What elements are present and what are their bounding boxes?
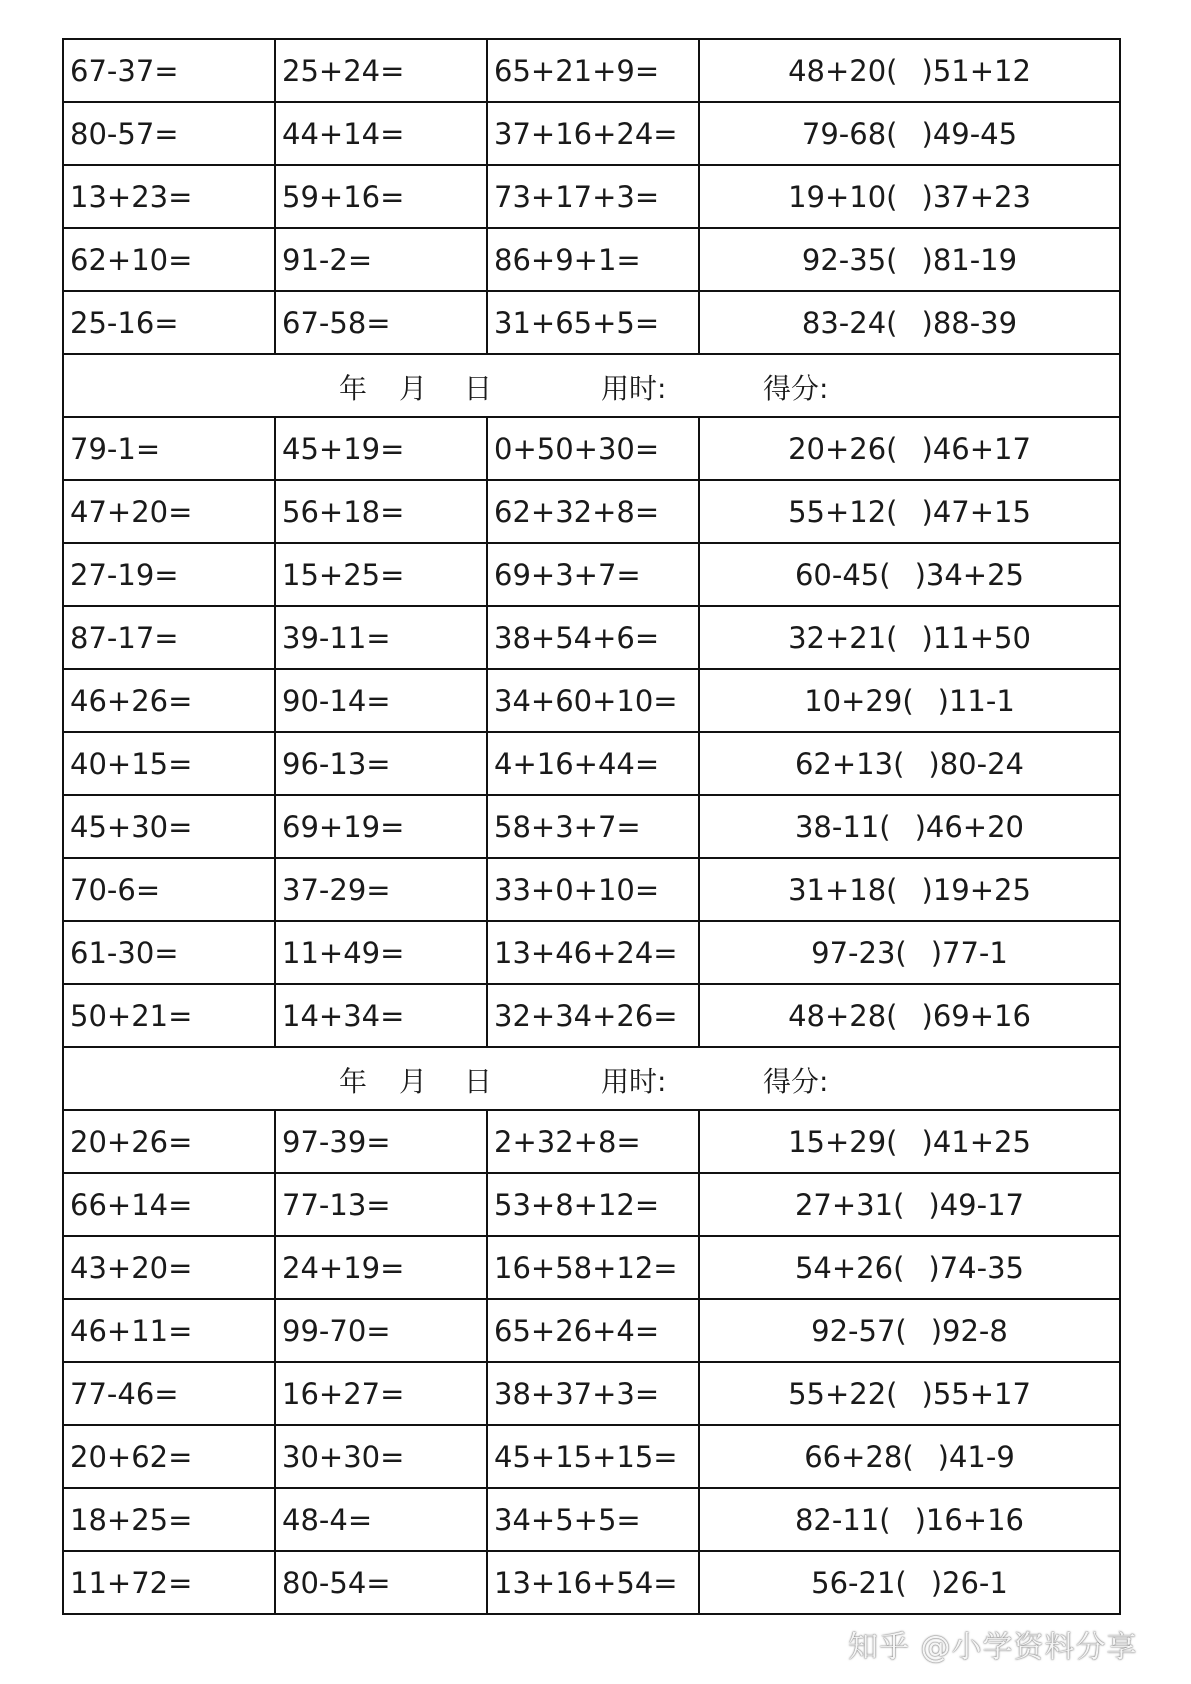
problem-cell: 48-4=	[275, 1488, 487, 1551]
date-time-score-row	[63, 1047, 1120, 1110]
comparison-cell	[699, 1110, 1120, 1173]
problem-row	[63, 984, 1120, 1047]
header-label-day: 日	[464, 372, 493, 405]
problem-row	[63, 606, 1120, 669]
comparison-left: 20+26(	[788, 431, 898, 466]
problem-row	[63, 1110, 1120, 1173]
problem-row	[63, 1425, 1120, 1488]
comparison-right: )88-39	[921, 305, 1018, 340]
comparison-cell	[699, 732, 1120, 795]
problem-cell: 50+21=	[63, 984, 275, 1047]
comparison-left: 27+31(	[794, 1187, 905, 1222]
comparison-cell	[699, 921, 1120, 984]
comparison-left: 55+22(	[788, 1376, 898, 1411]
comparison-cell	[699, 1299, 1120, 1362]
problem-cell: 13+46+24=	[487, 921, 699, 984]
header-label-year: 年	[339, 372, 368, 405]
comparison-right: )47+15	[921, 494, 1031, 529]
comparison-cell	[699, 165, 1120, 228]
problem-cell: 30+30=	[275, 1425, 487, 1488]
problem-cell: 61-30=	[63, 921, 275, 984]
problem-cell: 62+10=	[63, 228, 275, 291]
comparison-left: 92-57(	[811, 1313, 907, 1348]
comparison-right: )19+25	[921, 872, 1031, 907]
comparison-cell	[699, 417, 1120, 480]
problem-row	[63, 228, 1120, 291]
header-label-score: 得分:	[763, 372, 829, 405]
problem-row	[63, 1299, 1120, 1362]
problem-cell: 99-70=	[275, 1299, 487, 1362]
problem-cell: 45+30=	[63, 795, 275, 858]
problem-cell: 40+15=	[63, 732, 275, 795]
watermark: 知乎 @小学资料分享	[848, 1630, 1138, 1665]
comparison-left: 19+10(	[788, 179, 898, 214]
problem-cell: 20+26=	[63, 1110, 275, 1173]
comparison-right: )77-1	[930, 935, 1008, 970]
problem-cell: 34+5+5=	[487, 1488, 699, 1551]
problem-cell: 38+54+6=	[487, 606, 699, 669]
comparison-right: )41+25	[921, 1124, 1031, 1159]
comparison-right: )37+23	[921, 179, 1031, 214]
problem-cell: 90-14=	[275, 669, 487, 732]
comparison-right: )80-24	[928, 746, 1024, 781]
problem-cell: 44+14=	[275, 102, 487, 165]
comparison-cell	[699, 984, 1120, 1047]
comparison-right: )11+50	[921, 620, 1031, 655]
comparison-cell	[699, 795, 1120, 858]
problem-cell: 25-16=	[63, 291, 275, 354]
problem-cell: 31+65+5=	[487, 291, 699, 354]
problem-row	[63, 669, 1120, 732]
problem-cell: 27-19=	[63, 543, 275, 606]
header-label-year: 年	[339, 1065, 368, 1098]
problem-cell: 59+16=	[275, 165, 487, 228]
problem-row	[63, 417, 1120, 480]
problem-cell: 4+16+44=	[487, 732, 699, 795]
comparison-right: )16+16	[914, 1502, 1024, 1537]
problem-cell: 96-13=	[275, 732, 487, 795]
comparison-cell	[699, 228, 1120, 291]
comparison-cell	[699, 1488, 1120, 1551]
comparison-cell	[699, 606, 1120, 669]
problem-row	[63, 1362, 1120, 1425]
problem-cell: 58+3+7=	[487, 795, 699, 858]
comparison-cell	[699, 1236, 1120, 1299]
problem-cell: 11+72=	[63, 1551, 275, 1614]
comparison-cell	[699, 39, 1120, 102]
problem-cell: 46+11=	[63, 1299, 275, 1362]
comparison-right: )46+17	[921, 431, 1031, 466]
problem-cell: 34+60+10=	[487, 669, 699, 732]
problem-cell: 0+50+30=	[487, 417, 699, 480]
problem-cell: 38+37+3=	[487, 1362, 699, 1425]
comparison-cell	[699, 1362, 1120, 1425]
date-time-score-row	[63, 354, 1120, 417]
problem-row	[63, 1488, 1120, 1551]
comparison-right: )49-45	[921, 116, 1018, 151]
comparison-left: 54+26(	[794, 1250, 905, 1285]
problem-cell: 70-6=	[63, 858, 275, 921]
problem-row	[63, 39, 1120, 102]
problem-cell: 43+20=	[63, 1236, 275, 1299]
problem-row	[63, 795, 1120, 858]
comparison-cell	[699, 669, 1120, 732]
comparison-right: )74-35	[928, 1250, 1024, 1285]
problem-cell: 47+20=	[63, 480, 275, 543]
comparison-right: )55+17	[921, 1376, 1031, 1411]
problem-row	[63, 1551, 1120, 1614]
problem-cell: 45+15+15=	[487, 1425, 699, 1488]
problem-row	[63, 858, 1120, 921]
problem-cell: 91-2=	[275, 228, 487, 291]
comparison-right: )46+20	[914, 809, 1024, 844]
problem-cell: 53+8+12=	[487, 1173, 699, 1236]
comparison-cell	[699, 1425, 1120, 1488]
comparison-left: 10+29(	[804, 683, 914, 718]
problem-cell: 69+3+7=	[487, 543, 699, 606]
comparison-right: )41-9	[937, 1439, 1015, 1474]
problem-cell: 73+17+3=	[487, 165, 699, 228]
comparison-left: 15+29(	[788, 1124, 898, 1159]
problem-cell: 97-39=	[275, 1110, 487, 1173]
problem-cell: 14+34=	[275, 984, 487, 1047]
comparison-left: 56-21(	[811, 1565, 907, 1600]
comparison-left: 55+12(	[788, 494, 898, 529]
problem-cell: 77-46=	[63, 1362, 275, 1425]
problem-cell: 20+62=	[63, 1425, 275, 1488]
problem-cell: 62+32+8=	[487, 480, 699, 543]
comparison-cell	[699, 291, 1120, 354]
comparison-right: )11-1	[937, 683, 1015, 718]
comparison-right: )26-1	[930, 1565, 1008, 1600]
problem-cell: 18+25=	[63, 1488, 275, 1551]
problem-cell: 32+34+26=	[487, 984, 699, 1047]
comparison-left: 48+20(	[788, 53, 898, 88]
comparison-right: )92-8	[930, 1313, 1008, 1348]
problem-cell: 86+9+1=	[487, 228, 699, 291]
problem-cell: 24+19=	[275, 1236, 487, 1299]
problem-cell: 11+49=	[275, 921, 487, 984]
problem-cell: 16+27=	[275, 1362, 487, 1425]
header-label-score: 得分:	[763, 1065, 829, 1098]
problem-cell: 13+23=	[63, 165, 275, 228]
problem-row	[63, 480, 1120, 543]
header-label-time: 用时:	[601, 372, 667, 405]
header-label-day: 日	[464, 1065, 493, 1098]
arithmetic-worksheet-table	[62, 38, 1121, 1615]
comparison-left: 48+28(	[788, 998, 898, 1033]
comparison-left: 97-23(	[811, 935, 907, 970]
comparison-left: 92-35(	[801, 242, 898, 277]
comparison-left: 83-24(	[801, 305, 898, 340]
comparison-cell	[699, 102, 1120, 165]
problem-cell: 33+0+10=	[487, 858, 699, 921]
header-label-time: 用时:	[601, 1065, 667, 1098]
problem-row	[63, 732, 1120, 795]
problem-row	[63, 921, 1120, 984]
comparison-cell	[699, 1173, 1120, 1236]
comparison-left: 82-11(	[794, 1502, 891, 1537]
comparison-left: 60-45(	[794, 557, 891, 592]
comparison-cell	[699, 858, 1120, 921]
problem-cell: 77-13=	[275, 1173, 487, 1236]
problem-cell: 67-37=	[63, 39, 275, 102]
problem-cell: 87-17=	[63, 606, 275, 669]
problem-cell: 80-57=	[63, 102, 275, 165]
comparison-cell	[699, 1551, 1120, 1614]
comparison-right: )69+16	[921, 998, 1031, 1033]
problem-cell: 37-29=	[275, 858, 487, 921]
problem-row	[63, 1236, 1120, 1299]
problem-cell: 25+24=	[275, 39, 487, 102]
problem-cell: 15+25=	[275, 543, 487, 606]
comparison-cell	[699, 480, 1120, 543]
comparison-left: 31+18(	[788, 872, 898, 907]
header-label-month: 月	[399, 1065, 428, 1098]
problem-cell: 16+58+12=	[487, 1236, 699, 1299]
problem-cell: 37+16+24=	[487, 102, 699, 165]
problem-row	[63, 543, 1120, 606]
problem-cell: 65+26+4=	[487, 1299, 699, 1362]
comparison-left: 32+21(	[788, 620, 898, 655]
problem-cell: 13+16+54=	[487, 1551, 699, 1614]
problem-row	[63, 165, 1120, 228]
comparison-right: )81-19	[921, 242, 1018, 277]
problem-cell: 67-58=	[275, 291, 487, 354]
problem-cell: 56+18=	[275, 480, 487, 543]
header-label-month: 月	[399, 372, 428, 405]
comparison-right: )49-17	[928, 1187, 1024, 1222]
comparison-cell	[699, 543, 1120, 606]
problem-row	[63, 102, 1120, 165]
problem-cell: 46+26=	[63, 669, 275, 732]
problem-cell: 65+21+9=	[487, 39, 699, 102]
comparison-right: )51+12	[921, 53, 1031, 88]
problem-row	[63, 1173, 1120, 1236]
comparison-left: 79-68(	[801, 116, 898, 151]
problem-row	[63, 291, 1120, 354]
problem-cell: 2+32+8=	[487, 1110, 699, 1173]
problem-cell: 39-11=	[275, 606, 487, 669]
problem-cell: 80-54=	[275, 1551, 487, 1614]
problem-cell: 79-1=	[63, 417, 275, 480]
comparison-left: 62+13(	[794, 746, 905, 781]
comparison-left: 66+28(	[804, 1439, 914, 1474]
comparison-right: )34+25	[914, 557, 1024, 592]
problem-cell: 66+14=	[63, 1173, 275, 1236]
comparison-left: 38-11(	[794, 809, 891, 844]
problem-cell: 69+19=	[275, 795, 487, 858]
problem-cell: 45+19=	[275, 417, 487, 480]
